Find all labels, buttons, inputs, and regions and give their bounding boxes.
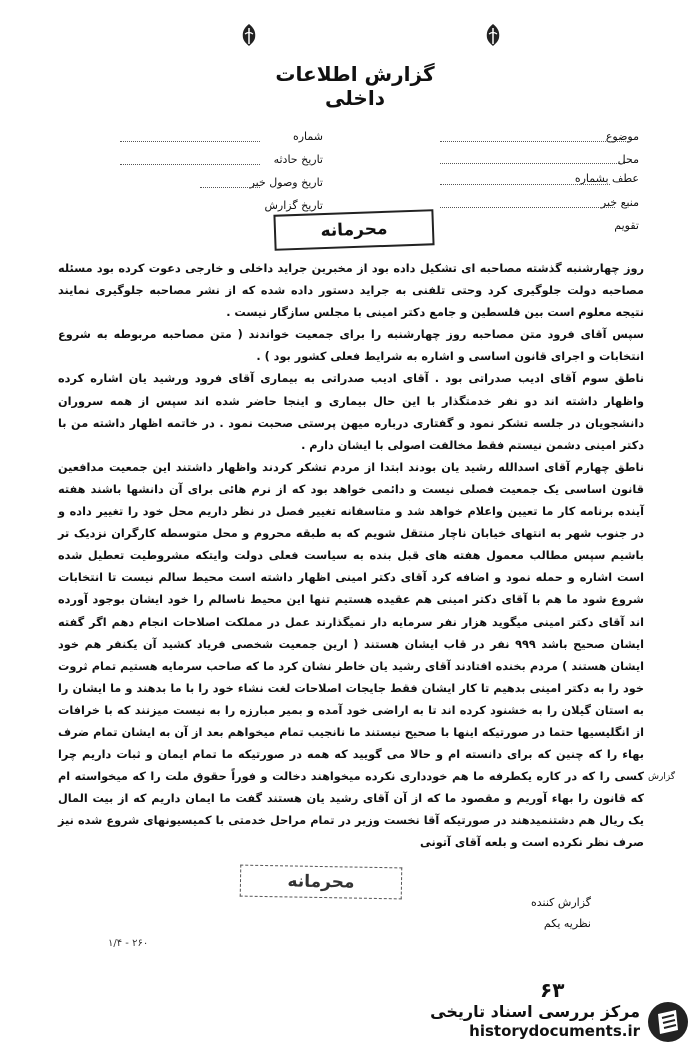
dotted-line: [440, 183, 610, 185]
dotted-line: [120, 163, 260, 165]
header-label-incident-date: تاریخ حادثه: [273, 153, 323, 166]
header-label-calendar: تقویم: [614, 219, 639, 232]
dotted-line: [200, 186, 260, 188]
header-label-reference: عطف بشماره: [574, 172, 639, 185]
emblem-icon: [236, 22, 262, 48]
dotted-line: [440, 162, 625, 164]
body-paragraph: ناطق چهارم آقای اسدالله رشید یان بودند ابتدا از مردم تشکر کردند واظهار داشتند این جمعیت مدافعین قانون اساسی یک جمعیت فصلی نیست و دائمی خواهد بود که از نرم هائی برای آن دانشها باشند هفته آینده برنامه کار ما تعیین واعلام خواهد شد و متاسفانه تغییر فصل در نظر داریم محل خود را تغییر داده و در جنوب شهر به انتهای خیابان ناچار منتقل شویم که به طبقه محروم و محل متوسطه کارگران نزدیک تر باشیم سپس مطالب معمول هفته های قبل بنده به سیاست فعلی دولت وایتکه مشروطیت تعطیل شده است اشاره و حمله نمود و اضافه کرد آقای دکتر امینی اظهار داشته است محیط سالم نیست تا انتخابات شروع شود ما هم با آقای دکتر امینی هم عقیده هستیم تنها این محیط ناسالم را خود ایشان بوجود آورده اند آقای دکتر امینی میگوید هزار نفر سرمایه دار نمیگذارند عمل در مملکت اصلاحات انجام دهم اگر گفته ایشان صحیح باشد ۹۹۹ نفر در قاب ایشان هستند ( ارین جمعیت شخصی فریاد کشید آن یکنفر هم خود ایشان هستند ) مردم بخنده افتادند آقای رشید یان خاطر نشان کرد ما که صاحب سرمایه هستیم تمام ثروت خود را به دکتر امینی بدهیم تا کار ایشان فقط جایجات اصلاحات لغت نشاء خود را با ما بدهند و ما ایشان را به استان گیلان را به خشنود کرده اند تا به اراضی خود آمده و بمیر مبارزه را به نیست میزنند که با خرافات از انگلیسیها حتما در صورتیکه اینها با صحیح نیستند ما نانجیب تمام میخواهم بعد از آن به ایشان تمام ضرف بهاء را که چنین که برای دانسته ام و حالا می گویید که همه در صورتیکه ما تمام ایمان و ثبات داریم چرا کسی را که در کاره یکطرفه ما هم خودداری نکرده میخواهند دخالت و فوراً حقوق ملت را که میخواسته ام که قانون را بهاء آوریم و مقصود ما که از آن آقای رشید یان هستند گفت ما ایمان داریم که از بیت المال یک ریال هم دشتنمیدهند در صورتیکه آقا نخست وزیر در تمام مراحل خدمتی با کمیسیونهای شروع شده نیز صرف نظر نکرده است و بلعه آقای آتونی: [58, 460, 644, 850]
header-label-receipt-date: تاریخ وصول خبر: [249, 176, 323, 189]
emblem-icon: [480, 22, 506, 48]
reference-number: ۱/۴ - ۲۶۰: [108, 938, 149, 949]
document-title: گزارش اطلاعات داخلی: [275, 62, 435, 110]
watermark-fa: مرکز بررسی اسناد تاریخی: [430, 1002, 640, 1021]
archive-logo-icon: [646, 1000, 690, 1044]
watermark: [404, 1000, 694, 1044]
body-paragraph: سپس آقای فرود متن مصاحبه روز چهارشنبه را برای جمعیت خواندند ( متن مصاحبه مربوطه به شروع انتخابات و اجرای قانون اساسی و اشاره به شرایط فعلی کشور بود ) .: [58, 328, 644, 364]
reporter-label: گزارش کننده: [530, 896, 591, 909]
header-label-place: محل: [617, 153, 639, 166]
confidential-stamp-bottom: محرمانه: [240, 865, 403, 900]
margin-note: گزارش: [648, 772, 676, 782]
opinion-label: نظریه یکم: [543, 917, 591, 930]
dotted-line: [440, 140, 630, 142]
header-label-source: منبع خبر: [600, 196, 639, 209]
header-label-number: شماره: [292, 130, 323, 143]
page-number: ۶۳: [540, 978, 565, 1002]
report-body: [58, 258, 644, 855]
header-label-subject: موضوع: [605, 130, 639, 143]
body-paragraph: روز چهارشنبه گذشته مصاحبه ای تشکیل داده بود از مخبرین جراید داخلی و خارجی دعوت کرده بود مسئله مصاحبه دولت جلوگیری کرد وحتی تلفنی به جراید دستور داده شده که از نشر مصاحبه جلوگیری نمایند نتیجه معلوم است بین فلسطین و جامع دکتر امینی با مجلس سازگار نیست .: [58, 262, 644, 320]
dotted-line: [120, 140, 260, 142]
watermark-url: historydocuments.ir: [469, 1022, 640, 1040]
confidential-stamp: محرمانه: [273, 209, 434, 251]
header-label-report-date: تاریخ گزارش: [264, 199, 323, 212]
body-paragraph: ناطق سوم آقای ادیب صدراتی بود . آقای ادیب صدراتی به بیماری آقای فرود ورشید یان اشاره کرده واظهار داشته اند دو نفر خدمتگذار با این حال بیماری و اینجا حاضر شده اند سپس از همه سروران دانشجویان در جلسه تشکر نمود و گفتاری درباره میهن پرستی صحبت نمود . در خاتمه اظهار داشته من با دکتر امینی دشمن نیستم فقط مخالفت اصولی با ایشان دارم .: [58, 372, 644, 452]
dotted-line: [440, 206, 615, 208]
